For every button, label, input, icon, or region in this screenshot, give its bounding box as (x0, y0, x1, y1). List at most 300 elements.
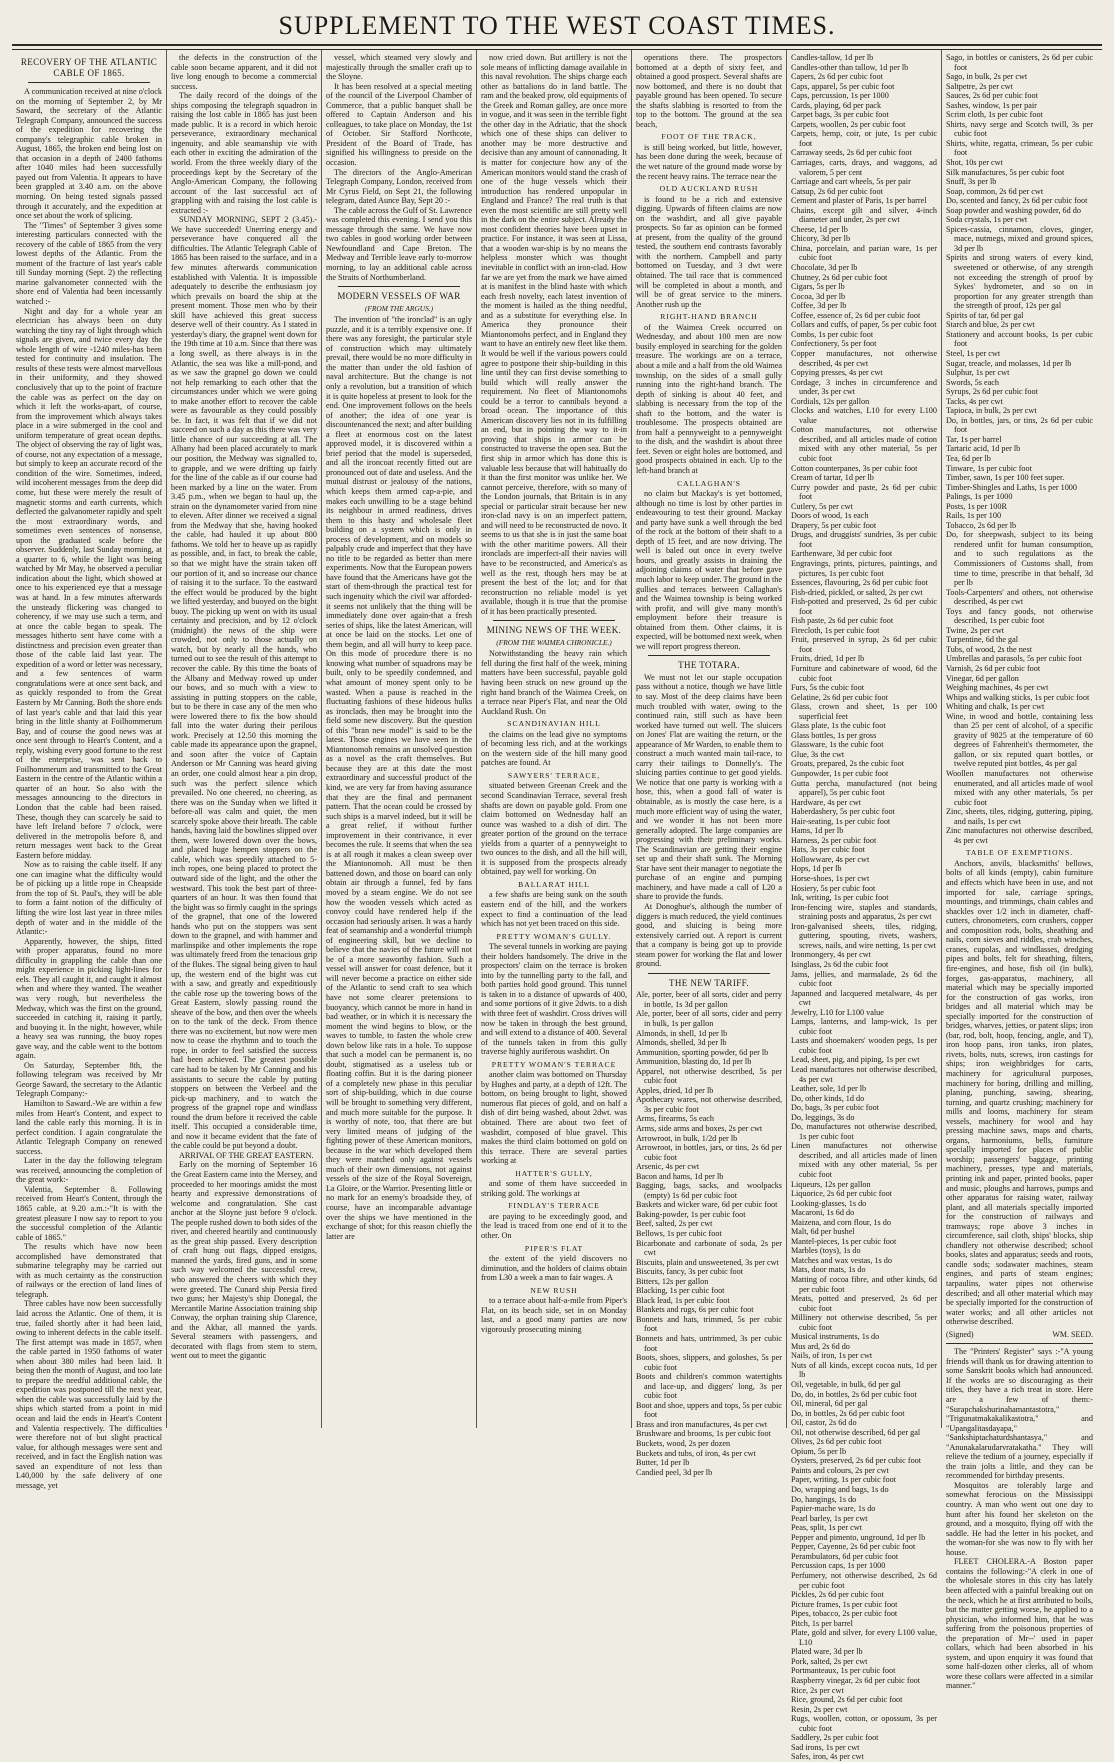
tariff-item: Saddlery, 2s per cubic foot (791, 1733, 879, 1743)
tariff-item: Combs, 1s per cubic foot (791, 329, 874, 339)
tariff-item: Cocoa, 3d per lb (791, 291, 846, 301)
article-paragraph: a few shafts are being sunk on the south eastern end of the hill, and the workers expect to find a continuation of the lead which has not yet been traced on this side. (481, 890, 627, 929)
tariff-item: Iron-fencing wire, staples and standards, straining posts and apparatus, 2s per cwt (791, 902, 937, 922)
tariff-item: Tubs, of wood, 2s the nest (946, 644, 1032, 654)
tariff-item: Lamps, lanterns, and lamp-wick, 1s per cubic foot (791, 1017, 937, 1036)
tariff-item: Lead, sheet, pig, and piping, 1s per cwt (791, 1055, 920, 1065)
tariff-item: Almonds, in shell, 1d per lb (636, 1028, 728, 1038)
subheading: PRETTY WOMAN'S GULLY. (496, 931, 612, 941)
tariff-item: Matches and wax vestas, 1s do (791, 1255, 892, 1265)
tariff-item: Sauces, 2s 6d per cubic foot (946, 91, 1038, 101)
tariff-item: Sugar, treacle, and molasses, 1d per lb (946, 358, 1072, 368)
tariff-item: Bagging, bags, sacks, and woolpacks (empty) 1s 6d per cubic foot (636, 1181, 782, 1200)
tariff-item: Palings, 1s per 1000 (946, 492, 1013, 502)
tariff-item: Perambulators, 6d per cubic foot (791, 1551, 899, 1561)
article-paragraph: Valentia, September 8. Following received from Heart's Content, through the 1865 cable, at 9.20 a.m.:-"It is with the greatest pleasure I now say to report to you the successful completion of the Atlantic cable of 1865." (16, 1184, 162, 1242)
tariff-item: Spices-cassia, cinnamon, cloves, ginger, mace, nutmegs, mixed and ground spices, 3d per lb (946, 224, 1093, 253)
tariff-item: Maizena, and corn flour, 1s do (791, 1217, 891, 1227)
tariff-item: Percussion caps, 1s per 1000 (791, 1561, 886, 1571)
tariff-item: Tapioca, in bulk, 2s per cwt (946, 406, 1037, 416)
tariff-item: Chocolate, 3d per lb (791, 263, 858, 273)
article-paragraph: to a terrace about half-a-mile from Piper's Flat, on its beach side, set in on Monday last, and a good many parties are now vigorously prosecuting mining (481, 1296, 627, 1334)
subheading: BALLARAT HILL (518, 879, 590, 889)
tariff-item: Fish-dried, pickled, or salted, 2s per cwt (791, 587, 923, 597)
tariff-item: Cigars, 5s per lb (791, 282, 845, 292)
tariff-item: Cotton counterpanes, 3s per cubic foot (791, 463, 918, 473)
tariff-item: Cream of tartar, 1d per lb (791, 473, 874, 483)
tariff-item: Saltpetre, 2s per cwt (946, 81, 1013, 91)
article-paragraph: At Donoghue's, although the number of diggers is much reduced, the yield continues good, and sluicing is being more extensively carried out. A report is current that a company is being got up to provide steam power for working the flat and lower ground. (636, 901, 782, 969)
tariff-item: Glue, 3s the cwt (791, 749, 845, 759)
tariff-item: Carriage and cart wheels, 5s per pair (791, 177, 911, 187)
tariff-item: Haberdashery, 5s per cubic foot (791, 807, 895, 817)
mining-article (481, 649, 627, 1334)
article-paragraph: ARRIVAL OF THE GREAT EASTERN. (179, 1150, 314, 1160)
exemptions-heading: TABLE OF EXEMPTIONS. (965, 848, 1074, 858)
subheading: FINDLAY'S TERRACE (508, 1201, 600, 1211)
subheading: SCANDINAVIAN HILL (507, 719, 601, 729)
subheading: CALLAGHAN'S (677, 478, 741, 488)
tariff-item: Spirits and strong waters of every kind, sweetened or otherwise, of any strength not exceeding the strength of proof by Sykes' hydrometer, and so on in proportion for any greater strength than the strength of proof, 12s per gal (946, 253, 1093, 311)
tariff-item: Apparel, not otherwise described, 5s per cubic foot (636, 1066, 782, 1086)
tariff-item: Musical instruments, 1s do (791, 1332, 880, 1342)
article-paragraph: The results which have now been accomplished have demonstrated that submarine telegraphy may be carried out with as much certainty as the construction of railways or the erection of land lines of telegraph. (16, 1242, 162, 1299)
tariff-item: Do, in bottles, 2s 6d per cubic foot (791, 1408, 905, 1418)
tariff-item: Oil, mineral, 6d per gal (791, 1399, 868, 1409)
tariff-item: Firecloth, 1s per cubic foot (791, 625, 880, 635)
tariff-item: Sago, in bulk, 2s per cwt (946, 72, 1028, 82)
cable-article (16, 87, 162, 1490)
tariff-item: Ale, porter, beer of all sorts, cider and perry in bottle, 1s 3d per gallon (636, 990, 782, 1009)
article-paragraph: another claim was bottomed on Thursday by Hughes and party, at a depth of 12ft. The bottom, on being brought to light, showed numerous flat pieces of gold, and on half a dish of dirt being washed, about 2dwt. was obtained. There are about two feet of washdirt, composed of blue gravel. This makes the third claim bottomed on gold on this terrace. There are several parties working at (481, 1070, 627, 1166)
tariff-item: Candied peel, 3d per lb (636, 1467, 713, 1477)
tariff-item: Gunpowder, 1s per cubic foot (791, 769, 889, 779)
article-paragraph: The cable across the Gulf of St. Lawrence was completed this evening. I send you this message through the same. We have now two cables in good working order between Newfoundland and Cape Breton. The Medway and Terrible leave early to-morrow morning, to lay an additional cable across the Straits of Northumberland. (326, 205, 472, 282)
article-paragraph: now cried down. But artillery is not the sole means of inflicting damage available in this naval revolution. The ships charge each other as battalions do in land battle. The ram and the beaked prow, old equipments of the Greek and Roman galley, are once more in vogue, and it was seen in the terrible fight the other day in the Adriatic, that the shock which one of these ships can deliver to another may be more destructive and decisive than any amount of cannonading. It is matter for conjecture how any of the American monitors would stand the crash of one of the huge vessels which their introduction has rendered unpopular in England and France? The real truth is that even the most scientific are still pretty well in the dark on the entire subject. Already the most confident theories have been upset in practice. For instance, it was seen at Lissa, that a wooden war-ship is by no means the helpless monster which was thought inevitable in conflict with an iron-clad. How far we are yet from the mark we have aimed at is manifest in the blind haste with which each fresh novelty, each latest invention of the moment is hailed as the thing needful, and as a substitute for everything else. In America they pronounce their Miantonomohs perfect, and in England they want to have an entirely new fleet like them. It would be well if the various powers could agree to postpone their ship-building in this line until they can first devise something to build which will really answer the requirement. No fleet of Miantonomohs could be a terror to cannibals beyond a broad ocean. The importance of this American discovery lies not in its fulfilling an end, but in pointing the way to it-in proving that ships in armor can be constructed to traverse the open sea. But the first ship in armor which has done this is valuable less because that will habitually do it than the first monitor was unlike her. We cannot perceive, therefore, with so many of the London journals, that Britain is in any special or particular strait because her new iron-clad navy is on an imperfect pattern, and will need to be reconstructed de novo. It seems to us that she is in just the same boat with the other maritime powers. All their ironclads are imperfect-all their navies will have to be reconstructed, and America's as well as the rest, though hers may be at present the best of the lot; and for that reconstruction no reliable model is yet available, though it is true that the promise of it has been practically presented. (481, 53, 627, 616)
tariff-item: Olives, 2s 6d per cubic foot (791, 1437, 882, 1447)
tariff-item: Matting of cocoa fibre, and other kinds, 6d per cubic foot (791, 1275, 937, 1294)
tariff-item: Varnish, 2s 6d per cubic foot (946, 664, 1041, 673)
tariff-item: Sad irons, 1s per cwt (791, 1742, 860, 1752)
tariff-item: Tobacco, 2s 6d per lb (946, 520, 1017, 530)
tariff-item: Buckets, wood, 2s per dozen (636, 1439, 731, 1449)
tariff-item: Furniture and cabinetware of wood, 6d the cubic foot (791, 664, 937, 683)
vessels-continued (481, 53, 627, 616)
tariff-item: Beef, salted, 2s per cwt (636, 1219, 713, 1229)
tariff-item: Rice, ground, 2s 6d per cubic foot (791, 1695, 903, 1705)
tariff-item: Engravings, prints, pictures, paintings, and pictures, 1s per cubic foot (791, 558, 937, 578)
tariff-item: Do, manufactures not otherwise described, 1s per cubic foot (791, 1122, 937, 1141)
cable-banquet-article (326, 53, 472, 282)
tariff-item: Plate, gold and silver, for every L100 value, L10 (791, 1628, 937, 1647)
tariff-item: Carriages, carts, drays, and waggons, ad valorem, 5 per cent (791, 158, 937, 177)
exemptions-text: Anchors, anvils, blacksmiths' bellows, bolts of all kinds (empty), cabin furniture and effects which have been in use, and not imported for sale, carriage springs, mountings, and trimmings, chain cables and shackles over 1/2 inch in diameter, chaff-cutters, chronometers, corn crushers, copper and composition rods, bolts, sheathing and nails, corn sieves and riddles, crab winches, cranes, cupolas, and windlasses, dredging pipes and bolts, felt for sheathing, filters, fire-engines, and hose, fish oil (in bulk), forges, gas-apparatus, machinery, all material which may be specially imported for the construction of gas works, iron bridges and all material which may be specially imported for the construction of bridges, wharves, jetties, or patent slips; iron (bar, rod, bolt, hoop, fencing, angle, and T), iron hoop pans, iron tanks, iron plates, rivets, bolts, nuts, screws, iron castings for ships; iron weighbridges for carts, machinery for agricultural purposes, machinery for boring, drilling and milling, planing, punching, sawing, shearing, turning, and quartz crushing; machinery for mills and looms, machinery for steam vessels, machinery for wool and hay pressing machine saws, maps and charts, organs, harmoniums, bells, furniture specially imported for places of public worship; passengers' baggage, printing machinery, presses, type and materials, printing ink and paper, printed books, paper and music, ploughs and harrows, pumps and other apparatus for raising water, railway plant, and all materials specially imported for the construction of railways and tramways; rope above 3 inches in circumference, sail cloth, ships' blocks, ship chandlery not otherwise described; school books, slates and apparatus; seeds and roots, candle sods; sodawater machines, steam engines, and parts of steam engines; tarpaulins, water pipes not otherwise described; and all other material which may be specially imported for the construction of water works; and all other articles not otherwise described. (946, 858, 1093, 1327)
tariff-item: Hats, 3s per cubic foot (791, 845, 865, 855)
tariff-item: Hair-seating, 1s per cubic foot (791, 816, 891, 826)
tariff-item: Blankets and rugs, 6s per cubic foot (636, 1305, 754, 1315)
tariff-item: Horse-shoes, 1s per cwt (791, 874, 870, 884)
tariff-item: Pitch, 1s per barrel (791, 1618, 853, 1628)
mining-source: (FROM THE WAIMEA CHRONICLE.) (496, 637, 612, 647)
tariff-item: Macaroni, 1s 6d do (791, 1208, 855, 1218)
tariff-item: Soap, common, 2s 6d per cwt (946, 186, 1044, 196)
article-paragraph: are paying to be exceedingly good, and the lead is traced from one end of it to the other. On (481, 1211, 627, 1241)
tariff-item: Glassware, 1s the cubic foot (791, 740, 884, 750)
tariff-item: Do, wrapping and bags, 1s do (791, 1485, 889, 1495)
tariff-item: Hosiery, 5s per cubic foot (791, 883, 876, 893)
tariff-item: Pork, salted, 2s per cwt (791, 1656, 868, 1666)
tariff-item: Pipes, tobacco, 2s per cubic foot (791, 1609, 898, 1619)
tariff-item: Papier-mache ware, 1s do (791, 1504, 876, 1514)
tariff-item: Carpets, woollen, 2s per cubic foot (791, 119, 906, 129)
tariff-item: Groats, prepared, 2s the cubic foot (791, 759, 904, 769)
tariff-item: Clocks and watches, L10 for every L100 value (791, 406, 937, 425)
tariff-item: Caps, apparel, 5s per cubic foot (791, 81, 895, 91)
article-paragraph: The daily record of the doings of the ships composing the telegraph squadron in raising the lost cable in 1865 has just been made public. It is a record in which heroic perseverance, extraordinary mechanical ingenuity, and able seamanship vie with each other in exciting the admiration of the world. From the three weekly diary of the proceedings kept by the Secretary of the Anglo-American Company, the following account of the last successful act of grappling with and raising the lost cable is extracted :- (171, 91, 317, 215)
tariff-item: Vinegar, 6d per gallon (946, 673, 1019, 683)
article-paragraph: the extent of the yield discovers no diminution, and the holders of claims obtain from L30 a week a man to fair wages. A (481, 1254, 627, 1283)
section-rule (493, 620, 615, 621)
tariff-item: Iron-galvanised sheets, tiles, ridging, guttering, spouting, rivets, washers, screws, nails, and wire netting, 1s per cwt (791, 921, 937, 950)
tariff-item: Hollowware, 4s per cwt (791, 854, 870, 864)
tariff-item: Rails, 1s per 100 (946, 511, 1002, 521)
tariff-item: Do, hangings, 1s do (791, 1494, 857, 1504)
article-paragraph: SUNDAY MORNING, SEPT 2 (3.45).-We have succeeded! Unerring energy and perseverance have conquered all the difficulties. The Atlantic Telegraph Cable of 1865 has been raised to the surface, and in a few minutes afterwards communication established with Valentia. It is impossible adequately to describe the enthusiasm joy which prevails on board the ship at the present moment. Those men who by their skill have achieved this great success deserve well of their country. As I stated in yesterday's diary, the grapnel went down for the 19th time at 10 a.m. Since that there was a long swell, as there always is in the Atlantic, the sea was like a mill-pond, and as we saw the grapnel go down we could not help remarking to each other that the circumstances under which we were going to make another effort to recover the cable were as favourable as they could possibly be. In fact, it was felt that if we did not succeed on such a day as this there was very little chance of our succeeding at all. The Albany had been placed accurately to mark our position, the Medway was signalled to, to grapple, and we were drifting up fairly for the line of the cable as if our course had been marked by a line on the water. From 3.45 p.m., when we began to haul up, the strain on the dynamometer varied from nine to eleven. After dinner we received a signal from the Medway that she, having hooked the cable, had hauled it up about 800 fathoms. We told her to heave up as rapidly as possible, and, in fact, to break the cable, so that we might have the strain taken off our portion of it, and so increase our chance of raising it to the surface. To the eastward the effect would be produced by the bight we lifted yesterday, and buoyed on the bight buoy. The picking up went on with its usual certainty and precision, and by 12 o'clock (midnight) the news of the ship were crowded, not only to those actually on watch, but by nearly all the hands, who turned out to see the result of this attempt to recover the cable. By this time the boats of the Albany and Medway rowed up under our bows, and so much with a view to assisting in putting stoppers on the cable, but to be there in case any of the men who were lowered there to fix the bow should fall into the water during their perilous work. Precisely at 12.50 this morning the cable made its appearance upon the grapnel, and soon after the voice of Captain Anderson or Mr Canning was heard giving an order, one could almost hear a pin drop, such was the perfect silence which prevailed. No one cheered, no cheering, as there was on the Sunday when we lifted it before-all was calm and quiet, the men scarcely spoke above their breath. The cable hands, having laid the bowlines slipped over them, were lowered down over the bows, and placed huge hempen stoppers on the cable, which was speedily attached to 5-inch ropes, one being placed to protect the outward side of the light, and the other the westward. This took the best part of three-quarters of an hour. It was then found that the bight was so firmly caught in the springs of the grapnel, that one of the lowered hands who put on the stoppers was sent down to the grapnel, and with hammer and marlinspike and other implements the rope was ultimately freed from the tenacious grip of the flukes. The signal being given to haul up, the western end of the bight was cut with a saw, and greatly and expeditiously the cable rose up the towering bows of the Great Eastern, slowly passing round the sheave of the bow, and then over the wheels on to the tank of the deck. From thence there was no excitement, but now were men now to cease the rhythmn and to touch the rope, in order to feel satisfied the success had been achieved. The greatest possible care had to be taken by Mr Canning and his assistants to secure the cable by putting stoppers on between the Verbeel and the pick-up machinery, and to watch the progress of the grapnel rope and windlass round the drum before it received the cable itself. This occupied a considerable time, and now it became evident that the fate of the cable could be put beyond a doubt. (171, 215, 317, 1151)
tariff-item: Do, bags, 3s per cubic foot (791, 1103, 879, 1113)
subheading: SAWYERS' TERRACE, (507, 770, 601, 780)
tariff-item: Carraway seeds, 2s 6d per cubic foot (791, 148, 912, 158)
tariff-item: Bonnets and hats, trimmed, 5s per cubic foot (636, 1314, 782, 1334)
mining-continued (636, 53, 782, 651)
signature-line (946, 1330, 1093, 1340)
tariff-item: Boot and shoe, uppers and tops, 5s per cubic foot (636, 1400, 782, 1420)
article-paragraph: no claim but Mackay's is yet bottomed, although no time is lost by other parties in endeavouring to test their ground. Mackay and party have sunk a well through the bed of the rock at the bottom of their shaft to a depth of 15 feet, and are now driving. The well is baled out once in every twelve hours, and greatly assists in draining the adjoining claims of water that before gave much labor to keep under. The ground in the gullies and terraces between Callaghan's and the Waimea township is being worked with profit, and will give many month's employment before their treasure is obtained from them. Other claims, it is expected, will be bottomed next week, when we will report progress thereon. (636, 489, 782, 651)
tariff-item: Weighing machines, 4s per cwt (946, 683, 1049, 693)
section-rule (338, 286, 460, 287)
tariff-item: Sago, in bottles or canisters, 2s 6d per cubic foot (946, 53, 1093, 72)
printers-register-paragraph: The "Printers' Register" says :-"A young friends will thank us for drawing attention to some Sanskrit books which had announced. If the works are so discouraging as their titles, they have a rich treat in store. Here are a few of them:-"Surapchakshurinahamantastotra," "Trigunatmakakalikastotra," and "Upangalitasdayapa," "Sankshiptachaturdshantasya," and "Anunakalarudarvratakatha." They will relieve the tedium of a journey, especially if the train jolts a little, and they can be recommended for birthday presents. (946, 1347, 1093, 1481)
tariff-item: Turpentine, 6d the gal (946, 635, 1019, 645)
tariff-item: Ammunition, sporting powder, 6d per lb (636, 1047, 769, 1057)
tariff-item: Twine, 2s per cwt (946, 625, 1005, 635)
tariff-item: Scrim cloth, 1s per cubic foot (946, 110, 1043, 120)
tariff-item: Cordage, 3 inches in circumference and under, 3s per cwt (791, 377, 937, 397)
vessels-source: (FROM THE ARGUS.) (364, 303, 434, 313)
tariff-item: Brushware and brooms, 1s per cubic foot (636, 1429, 771, 1439)
tariff-item: Jewelry, L10 for L100 value (791, 1007, 884, 1017)
tariff-item: Jams, jellies, and marmalade, 2s 6d the cubic foot (791, 969, 937, 989)
tariff-item: Toys and fancy goods, not otherwise described, 1s per cubic foot (946, 606, 1093, 626)
tariff-item: Fish-potted and preserved, 2s 6d per cubic foot (791, 597, 937, 616)
tariff-item: Picture frames, 1s per cubic foot (791, 1599, 898, 1609)
tariff-item: Chicory, 3d per lb (791, 234, 851, 244)
column-5 (632, 50, 787, 1477)
article-paragraph: A communication received at nine o'clock on the morning of September 2, by Mr Saward, the secretary of the Atlantic Telegraph Company, announced the success of the expedition for recovering the company's telegraphic cable broken in August, 1865, the broken end being lost on that occasion in a depth of 2400 fathoms after 1040 miles had been successfully payed out from Valentia. It appears to have been grappled at 3.40 a.m. on the above morning. On being tested signals passed through it accurately, and the expedition at once set about the work of splicing. (16, 87, 162, 221)
tariff-item: Soap powder and washing powder, 6d do (946, 205, 1081, 215)
tariff-item: Bacon and hams, 1d per lb (636, 1171, 724, 1181)
tariff-item: Boots, shoes, slippers, and goloshes, 5s per cubic foot (636, 1353, 782, 1372)
tariff-item: Hardware, 4s per cwt (791, 797, 862, 807)
tariff-item: Cordials, 12s per gallon (791, 396, 870, 406)
signed-name: WM. SEED. (1052, 1329, 1093, 1339)
tariff-item: Carpet bags, 3s per cubic foot (791, 110, 889, 120)
tariff-item: Oil, not otherwise described, 6d per gal (791, 1427, 921, 1437)
tariff-item: Glass bottles, 1s per gross (791, 730, 877, 740)
article-paragraph: the claims on the lead give no symptoms of becoming less rich, and at the workings on the western side of the hill many good patches are found. At (481, 729, 627, 768)
tariff-item: Brass and iron manufactures, 4s per cwt (636, 1419, 768, 1429)
tariff-item: Glass plate, 1s the cubic foot (791, 721, 886, 731)
tariff-item: Furs, 5s the cubic foot (791, 683, 864, 693)
column-7 (942, 50, 1097, 1691)
tariff-item: Leather, sole, 1d per lb (791, 1084, 867, 1094)
tariff-item: Meats, potted and preserved, 2s 6d per cubic foot (791, 1294, 937, 1313)
tariff-item: Ale, porter, beer of all sorts, cider and perry in bulk, 1s per gallon (636, 1009, 782, 1028)
tariff-item: Baking-powder, 1s per cubic foot (636, 1209, 746, 1219)
tariff-item: Timber, sawn, 1s per 100 feet super. (946, 473, 1065, 483)
vessels-heading: MODERN VESSELS OF WAR (337, 291, 461, 302)
tariff-list-end (946, 53, 1093, 845)
tariff-item: Black lead, 1s per cubic foot (636, 1295, 730, 1305)
tariff-item: Zinc manufactures not otherwise described, 4s per cwt (946, 826, 1093, 845)
tariff-item: Carpets, hemp, coir, or jute, 1s per cubic foot (791, 129, 937, 148)
tariff-item: Cutlery, 5s per cwt (791, 501, 853, 511)
tariff-item: Safes, iron, 4s per cwt (791, 1752, 864, 1762)
tariff-item: Steel, 1s per cwt (946, 348, 1001, 358)
tariff-item: Cards, playing, 6d per pack (791, 100, 882, 110)
tariff-item: Harness, 2s per cubic foot (791, 835, 877, 845)
tariff-item: Arrowroot, in bottles, jars, or tins, 2s 6d per cubic foot (636, 1143, 782, 1162)
tariff-item: Sashes, window, 1s per pair (946, 100, 1037, 110)
article-paragraph: The several tunnels in working are paying their holders handsomely. The drive in the prospectors' claim on the terrace is broken into by the tunnelling party to the fall, and both parties hold good ground. This tunnel is taken in to a distance of upwards of 400, and some portions of it give 2dwts. to a dish with three feet of washdirt. Cross drives will now be taken in through the best ground, and will extend to a distance of 400. Several of the tunnels taken in from this gully traverse highly auriferous washdirt. On (481, 942, 627, 1057)
tariff-item: Hops, 1d per lb (791, 864, 842, 874)
article-paragraph: vessel, which steamed very slowly and majestically through the smaller craft up to the Sloyne. (326, 53, 472, 82)
tariff-item: Paper, writing, 1s per cubic foot (791, 1475, 896, 1485)
tariff-item: Woollen manufactures not otherwise enumerated, and all articles made of wool mixed with any other materials, 5s per cubic foot (946, 769, 1093, 807)
tariff-item: Nails, of iron, 1s per cwt (791, 1351, 873, 1361)
tariff-item: Ink, writing, 1s per cubic foot (791, 893, 889, 903)
tariff-item: Liquorice, 2s 6d per cubic foot (791, 1189, 892, 1199)
tariff-item: Stationery and account books, 1s per cubic foot (946, 329, 1093, 349)
column-2 (167, 50, 322, 1428)
vessels-article (326, 315, 472, 1241)
article-paragraph: Night and day for a whole year an electrician has always been on duty watching the tiny ray of light through which signals are given, and twice every day the whole length of wire -1240 miles-has been tested for continuity and insulation. The results of these tests were almost marvellous in their uniformity, and they showed conclusively that up to the point of fracture the cable was as perfect on the day on which it left the works-apart, of course, from the improvement which always takes place in a wire submerged in the cool and uniform temperature of great ocean depths. The object of observing the ray of light was, of course, not any expectation of a message, but simply to keep an accurate record of the condition of the wire. Sometimes, indeed, wild incoherent messages from the deep did come, but these were merely the result of magnetic storms and earth currents, which deflected the galvanometer rapidly and spelt the most extraordinary words, and sometimes even sentences of nonsense, upon the graduated scale before the observer. Suddenly, last Sunday morning, at a quarter to 6, while the light was being watched by Mr May, he observed a peculiar indication about the light, which showed at once to his experienced eye that a message was at hand. In a few minutes afterwards the unsteady flickering was changed to coherency, if we may use such a term, and at once the cable began to speak. The messages hitherto sent have come with a distinctness and precision even greater than those of the cable laid last year. The expedition of a word or letter was necessary, and a few sentences of warm congratulations were at once sent back, and as quickly responded to from the Great Eastern by Mr Canning. Both the shore ends of last year's cable and that laid this year bring in the little shanty at Foilhommerum Bay, and of course the good news was at once sent through to Heart's Content, and a reply, wishing every good fortune to the rest of the enterprise, was sent back to Foilhommerum and transmitted to the Great Eastern in the centre of the Atlantic within a quarter of an hour. So also with the messages announcing to the directors in London that the cable had been raised. These, though they can scarcely be said to have left Ireland before 7 o'clock, were delivered in the metropolis before 8, and return messages went back to the Great Eastern before midday. (16, 306, 162, 860)
totara-heading: THE TOTARA. (678, 660, 740, 671)
tariff-item: Cement and plaster of Paris, 1s per barrel (791, 196, 927, 206)
masthead-title: SUPPLEMENT TO THE WEST COAST TIMES. (12, 10, 1102, 46)
subheading: OLD AUCKLAND RUSH (659, 184, 759, 194)
tariff-item: Tacks, 4s per cwt (946, 396, 1003, 406)
tariff-item: Portmanteaux, 1s per cubic foot (791, 1666, 896, 1676)
tariff-item: Shot, 10s per cwt (946, 158, 1003, 168)
tariff-item: Posts, 1s per 100R (946, 501, 1007, 511)
tariff-item: Oil, castor, 2s 6d do (791, 1418, 857, 1428)
tariff-item: Bellows, 1s per cubic foot (636, 1228, 722, 1238)
miscellany-section (946, 1343, 1093, 1691)
tariff-item: Looking-glasses, 1s do (791, 1198, 867, 1208)
tariff-item: Arms, side arms and boxes, 2s per cwt (636, 1123, 763, 1133)
tariff-item: Resin, 2s per cwt (791, 1704, 848, 1714)
tariff-item: Blacking, 1s per cubic foot (636, 1286, 725, 1296)
tariff-item: Essences, flavouring, 2s 6d per cubic foot (791, 578, 928, 588)
tariff-item: Whiting and chalk, 1s per cwt (946, 702, 1045, 712)
article-paragraph: Later in the day the following telegram was received, announcing the completion of the great work:- (16, 1156, 162, 1185)
tariff-item: Gelatine, 2s 6d per cubic foot (791, 692, 888, 702)
mosquito-paragraph: Mosquitos are tolerably large and somewhat ferocious on the Mississippi country. A man who went out one day to hunt after his found her skeleton on the ground, and a mosquito, flying off with the saddle. He had the letter in his pocket, and the woman-for she was now to fly with her house. (946, 1480, 1093, 1557)
subheading: RIGHT-HAND BRANCH (660, 312, 758, 322)
article-paragraph: Now as to raising the cable itself. If any one can imagine what the difficulty would be of picking up a little rope in Cheapside from the top of St. Paul's, they will be able to form a faint notion of the difficulty of lifting the wire lost last year in three miles depth of water and in the middle of the Atlantic:- (16, 860, 162, 937)
tariff-item: Drugs, and druggists' sundries, 3s per cubic foot (791, 530, 937, 549)
article-paragraph: Notwithstanding the heavy rain which fell during the first half of the week, mining matters have been successful, payable gold having been struck on new ground up the right hand branch of the Waimea Creek, on a terrace near Piper's Flat, and near the Old Auckland Rush. On (481, 649, 627, 716)
tariff-item: Curry powder and paste, 2s 6d per cubic foot (791, 482, 937, 502)
article-paragraph: We must not let our staple occupation pass without a notice, though we have little to say. Most of the deep claims have been much troubled with water, owing to the continued rain, still such as have been worked have turned out well. The sluicers on Jones' Flat are waiting the return, or the appearance of Mr Warden, to enable them to construct a much wanted main tail-race, to carry their tailings to Donnelly's. The sluicing parties continue to get good yields. We notice that one party is working with a hose, this, when a good fall of water is obtainable, as is mostly the case here, is a much more efficient way of using the water, and we wonder it has not been more generally adopted. The large companies are progressing with their preliminary works. The Scandinavian are getting their engine set up and their shaft sunk. The Morning Star have sent their manager to negotiate the purchase of an engine and pumping machinery, and have made a call of L20 a share to provide the funds. (636, 672, 782, 902)
tariff-item: Tartaric acid, 1d per lb (946, 444, 1021, 454)
tariff-item: Malt, 6d per bushel (791, 1227, 855, 1237)
tariff-item: Pepper, Cayenne, 2s 6d per cubic foot (791, 1542, 916, 1552)
article-paragraph: It has been resolved at a special meeting of the council of the Liverpool Chamber of Commerce, that a public banquet shall be offered to Captain Anderson and his colleagues, to take place on Monday, the 1st of October. Sir Stafford Northcote, President of the Board of Trade, has signified his willingness to preside on the occasion. (326, 81, 472, 168)
article-paragraph: of the Waimea Creek occurred on Wednesday, and about 100 men are now busily employed in searching for the golden treasure. The workings are on a terrace, about a mile and a half from the old Waimea township, on the sides of a small gully running into the right-hand branch. The depth of sinking is about 40 feet, and slabbing is necessary from the top of the shaft to the bottom, and the water is troublesome. The prospects obtained are from half a pennyweight to a pennyweight to the dish, and the washdirt is about three feet. Seven or eight holes are bottomed, and good prospects obtained in each. Up to the left-hand branch at (636, 322, 782, 475)
tariff-item: Caps, percussion, 1s per 1000 (791, 91, 889, 101)
tariff-item: Paints and colours, 2s per cwt (791, 1465, 889, 1475)
tariff-item: Candles-tallow, 1d per lb (791, 53, 874, 62)
column-4 (477, 50, 632, 1428)
tariff-item: Rice, 2s per cwt (791, 1685, 844, 1695)
tariff-item: Capers, 2s 6d per cubic foot (791, 72, 883, 82)
tariff-item: Do, scented and fancy, 2s 6d per cubic foot (946, 196, 1088, 206)
mining-heading: MINING NEWS OF THE WEEK. (486, 625, 622, 636)
tariff-item: Chains, except gilt and silver, 4-inch diameter and under, 2s per cwt (791, 205, 937, 225)
tariff-item: Japanned and lacquered metalware, 4s per cwt (791, 988, 937, 1008)
article-paragraph: The directors of the Anglo-American Telegraph Company, London, received from Mr Cyrus Field, on Sept 21, the following telegram, dated Aunce Bay, Sept 20 :- (326, 167, 472, 206)
tariff-item: Ironmongery, 4s per cwt (791, 950, 871, 960)
tariff-item: Marbles (toys), 1s do (791, 1246, 861, 1256)
tariff-item: Zinc, sheets, tiles, ridging, guttering, piping, and nails, 1s per cwt (946, 807, 1093, 826)
tariff-item: Perfumery, not otherwise described, 2s 6d per cubic foot (791, 1570, 937, 1590)
tariff-item: Syrups, 2s 6d per cubic foot (946, 387, 1038, 397)
tariff-item: Soda crystals, 1s per cwt (946, 215, 1028, 225)
heading-rule (28, 82, 150, 83)
tariff-item: Gutta percha, manufactured (not being apparel), 5s per cubic foot (791, 778, 937, 798)
tariff-item: Peas, split, 1s per cwt (791, 1523, 862, 1533)
article-paragraph: operations there. The prospectors bottomed at a depth of sixty feet, and obtained a good prospect. Several shafts are now bottomed, and there is no doubt that payable ground has been opened. To secure the shafts slabbing is resorted to from the top to the bottom. The ground at the sea beach, (636, 53, 782, 129)
column-1 (12, 50, 167, 1490)
tariff-item: Collars and cuffs, of paper, 5s per cubic foot (791, 320, 937, 330)
tariff-list-continued (791, 53, 937, 1762)
tariff-item: Do, for sheepwash, subject to its being rendered unfit for human consumption, and to such regulations as the Commissioners of Customs shall, from time to time, prescribe in that behalf, 3d per lb (946, 530, 1093, 588)
article-paragraph: Three cables have now been successfully laid across the Atlantic. One of them, it is true, failed shortly after it had been laid, owing to inherent defects in the cable itself. The first attempt was made in 1857, when the cable parted in 1950 fathoms of water when about 380 miles had been laid. It being then the month of August, and too late to prepare the needful additional cable, the expedition was postponed till the next year, when the cable was successfully laid by the ships which started from a point in mid ocean and laid the ends in Heart's Content and Valentia respectively. The difficulties were therefore not of but slight practical value, for although messages were sent and received, and in fact the English nation was saved an expenditure of not less than L40,000 by the safe delivery of one message, yet (16, 1299, 162, 1490)
article-paragraph: situated between Greenan Creek and the second Scandinavian Terrace, several fresh shafts are down on payable gold. From one claim bottomed on Wednesday half an ounce was washed to a dish of dirt. The greater portion of the ground on the terrace yields from a quarter of a pennyweight to two ounces to the dish, and all the hill will, it is supposed from the prospects already obtained, pay well for working. On (481, 781, 627, 877)
tariff-item: Shirts, navy serge and Scotch twill, 3s per cubic foot (946, 119, 1093, 139)
tariff-item: Lasts and shoemakers' wooden pegs, 1s per cubic foot (791, 1036, 937, 1055)
tariff-item: Millinery not otherwise described, 5s per cubic foot (791, 1313, 937, 1332)
tariff-item: Boots and children's common watertights and lace-up, and diggers' long, 3s per cubic foot (636, 1372, 782, 1401)
column-6 (787, 50, 942, 1762)
tariff-item: Liqueurs, 12s per gallon (791, 1179, 871, 1189)
tariff-item: Biscuits, plain and unsweetened, 3s per cwt (636, 1257, 779, 1267)
article-paragraph: The invention of "the ironclad" is an ugly puzzle, and it is a terribly expensive one. If there was any foresight, the particular style of construction which may ultimately prevail, there would be no more difficulty in the matter than under the old fashion of naval architecture. But the change is not only a revolution, but a transition of which it is quite hopeless at present to look for the end. One improvement follows on the heels of another; the idea of one year is discountenanced the next; and after building a fleet at enormous cost on the latest approved model, it is discovered within a brief period that the model is superseded, and all the ironcoat recently fitted out are pronounced out of date and useless. And the mutual distrust or jealousy of the nations, which keeps them armed cap-a-pie, and makes each unwilling to be a stage behind its neighbour in armed readiness, drives them to this hasty and wholesale fleet building on a system which is only in process of development, and on models so palpably crude and imperfect that they have no title to be regarded as better than mere experiments. Now that the European powers have found that the Americans have got the start of them-through the practical test for such ingenuity which the civil war afforded-it seems not unlikely that the thing will be immediately done over again-that a fresh series of ships, like the latest American, will at once be laid on the stocks. Let one of them begin, and all will hurry to keep pace. On this mode of procedure there is no knowing what number of squadrons may be built, only to be speedily condemned, and what amount of money spent only to be wasted. When a pause is reached in the fluctuating fashions of these hideous hulks as ironclads, then may be brought into the field some new discovery. But the question of this "bran new model" is said to be the latest. Those engines we have seen in the Miantonomoh remains an unsolved question as a novel as the craft themselves. But because they are at this date the most extraordinary and successful product of the kind, we are very far from having assurance that they are the final and permanent pattern. That the ocean could be crossed by such ships is a marvel indeed, but it will be a great relief, if without further improvement in their contrivance, it ever becomes the rule. It seems that when the sea is at all rough it makes a clean sweep over the Miantonomoh. All must be then battened down, and those on board can only obtain air through a funnel, fed by fans moved by a steam engine. We do not see how the wooden vessels which acted as convoy could have rendered help if the occasion had seriously arisen. It was a hardy feat of seamanship and a wonderful triumph of engineering skill, but we decline to believe that the navies of the future will not be of a more seaworthy fashion. Such a vessel will answer for coast defence, but it will never become a practice on either side of the Atlantic to send craft to sea which have not some clearer pretensions to buoyancy, which cannot be more in hand in bad weather, or in which it is necessary the moment the wind begins to blow, or the waves to tumble, to fasten the whole crew down below like rats in a hole. To suppose that such a model can be permanent is, no doubt, stigmatised as a useless tub or floating coffin. But it is the daring pioneer of a completely new phase in this peculiar sort of ship-building, which in due course will be brought to something very different, and much more suitable for the purpose. It is worthy of note, too, that there are but very limited means of judging of the fighting power of these American monitors, because in the war which developed them they were matched only against vessels much of their own dimensions, not against vessels of the size of the Royal Sovereign, La Gloire, or the Warrior. Presenting little or no mark for an enemy's broadside they, of course, have an incomparable advantage over the ships we have mentioned in the exchange of shot; for this reason chiefly the latter are (326, 315, 472, 1241)
tariff-item: Coffee, 3d per lb (791, 301, 847, 311)
cable-heading: RECOVERY OF THE ATLANTIC CABLE OF 1865. (20, 57, 158, 78)
tariff-item: Copying presses, 4s per cwt (791, 368, 883, 378)
tariff-item: Apothecary wares, not otherwise described, 3s per cubic foot (636, 1095, 782, 1114)
tariff-item: Arrowroot, in bulk, 1/2d per lb (636, 1133, 738, 1143)
cholera-paragraph: FLEET CHOLERA.-A Boston paper contains the following:-"A clerk in one of the wholesale stores in this city has lately been affected with a painful breaking out on the neck, which he at first attributed to boils, but the matter getting worse, he applied to a physician, who informed him, that he was suffering from the poisonous properties of the preparation of Mr--' used in paper collars, which had been absorbed in his system, and upon enquiry it was found that some half-dozen other clerks, all of whom wore these collars were affected in a similar manner." (946, 1557, 1093, 1691)
tariff-item: Do, other kinds, 1d do (791, 1093, 865, 1103)
article-paragraph: is still being worked, but little, however, has been done during the week, because of the wet nature of the ground made worse by the recent heavy rains. The terrace near the (636, 142, 782, 181)
tariff-item: Mus ard, 2s 6d do (791, 1341, 850, 1351)
tariff-item: Pickles, 2s 6d per cubic foot (791, 1590, 884, 1600)
tariff-item: Rugs, woollen, cotton, or opossum, 3s per cubic foot (791, 1714, 937, 1733)
article-paragraph: On Saturday, September 8th, the following telegram was received by Mr George Saward, the secretary to the Atlantic Telegraph Company:- (16, 1060, 162, 1099)
tariff-item: Tinware, 1s per cubic foot (946, 463, 1032, 473)
tariff-heading: THE NEW TARIFF. (669, 977, 749, 988)
tariff-item: Bonnets and hats, untrimmed, 3s per cubic foot (636, 1334, 782, 1353)
tariff-item: Nuts of all kinds, except cocoa nuts, 1d per lb (791, 1360, 937, 1380)
tariff-item: Earthenware, 3d per cubic foot (791, 549, 893, 559)
tariff-item: Confectionery, 5s per foot (791, 339, 877, 349)
tariff-item: Mantel-pieces, 1s per cubic foot (791, 1236, 897, 1246)
tariff-item: Tools-Carpenters' and others, not otherwise described, 4s per cwt (946, 587, 1093, 607)
tariff-item: Do, leggings, 3s do (791, 1112, 855, 1122)
tariff-item: Do, do, in bottles, 2s 6d per cubic foot (791, 1389, 917, 1399)
article-paragraph: and some of them have succeeded in striking gold. The workings at (481, 1179, 627, 1198)
tariff-item: Tar, 1s per barrel (946, 434, 1002, 444)
tariff-item: Buckets and tubs, of iron, 4s per cwt (636, 1448, 756, 1458)
tariff-item: Snuff, 3s per lb (946, 177, 997, 187)
tariff-item: Timber-Shingles and Laths, 1s per 1000 (946, 482, 1077, 492)
tariff-item: China, porcelain, and parian ware, 1s per cubic foot (791, 243, 937, 263)
tariff-item: Tea, 6d per lb (946, 453, 991, 463)
tariff-item: Linen manufactures not otherwise described, and all articles made of linen mixed with any other material, 5s per cubic foot (791, 1141, 937, 1179)
tariff-item: Oil, vegetable, in bulk, 6d per gal (791, 1380, 901, 1390)
tariff-item: Isinglass, 2s 6d the cubic foot (791, 959, 889, 969)
tariff-item: Fruits, dried, 1d per lb (791, 654, 865, 664)
tariff-item: Glass, crown and sheet, 1s per 100 superficial feet (791, 702, 937, 721)
tariff-list (636, 990, 782, 1477)
tariff-item: Oysters, preserved, 2s 6d per cubic foot (791, 1456, 922, 1466)
tariff-item: Baskets and wicker ware, 6d per cubic foot (636, 1200, 778, 1210)
tariff-item: Swords, 5s each (946, 377, 999, 387)
tariff-item: Pearl barley, 1s per cwt (791, 1513, 868, 1523)
article-paragraph: is found to be a rich and extensive digging. Upwards of fifteen claims are now on the washdirt, and all give payable prospects. So far as opinion can be formed at present, from the quality of the ground tested, the southern end contrasts favorably with the northern. Campbell and party bottomed on Tuesday, and 3 dwt were obtained. The tail race that is commenced will be completed in about a month, and will be of great service to the miners. Another rush up the (636, 194, 782, 309)
tariff-item: Doors of wood, 1s each (791, 511, 869, 521)
tariff-item: Copper manufactures, not otherwise described, 4s per cwt (791, 348, 937, 368)
column-3 (322, 50, 477, 1428)
tariff-item: Plated ware, 3d per lb (791, 1647, 863, 1657)
subheading: PIPER'S FLAT (524, 1243, 584, 1253)
tariff-item: Raspberry vinegar, 2s 6d per cubic foot (791, 1675, 921, 1685)
tariff-item: Almonds, shelled, 3d per lb (636, 1038, 727, 1048)
totara-article (636, 673, 782, 969)
tariff-item: Chutney, 2s 6d per cubic foot (791, 272, 888, 282)
tariff-item: Umbrellas and parasols, 5s per cubic foot (946, 654, 1082, 664)
article-paragraph: Hamilton to Saward.-We are within a few miles from Heart's Content, and expect to land the cable early this morning. It is in perfect condition. I again congratulate the Atlantic Telegraph Company on renewed success. (16, 1098, 162, 1156)
tariff-item: Ammunition, blasting do, 1d per lb (636, 1057, 752, 1067)
tariff-item: Pepper and pimento, unground, 1d per lb (791, 1532, 926, 1542)
article-paragraph: Early on the morning of September 16 the Great Eastern came into the Mersey, and proceeded to her moorings amidst the most hearty and expressive demonstrations of welcome and congratulation. She cast anchor at the Sloyne just before 9 o'clock. The people rushed down to both sides of the river, and cheered heartily and continuously as the great ship passed. Every description of craft hung out flags, dipped ensigns, manned the yards, fired guns, and in some such way welcomed the successful crew, who answered the cheers with which they were greeted. The Cunard ship Persia fired two guns; her Majesty's ship Donegal, the Mercantile Marine Association training ship Conway, the orphan training ship Clarence, and the Akbar, all manned the yards. Several steamers with passengers, and decorated with flags from stem to stern, went out to meet the gigantic (171, 1160, 317, 1361)
tariff-item: Fruit, preserved in syrup, 2s 6d per cubic foot (791, 635, 937, 654)
tariff-item: Biscuits, fancy, 3s per cubic foot (636, 1267, 744, 1277)
article-paragraph: The "Times" of September 3 gives some interesting particulars connected with the recovery of the cable of 1865 from the very lowest depths of the Atlantic. From the moment of the fracture of last year's cable till Sunday morning (Sept. 2) the reflecting marine galvanometer connected with the shore end of Valentia had been incessantly watched :- (16, 220, 162, 307)
column-container (12, 49, 1102, 1762)
tariff-item: Apples, dried, 1d per lb (636, 1085, 714, 1095)
tariff-item: Catsup, 2s 6d per cubic foot (791, 186, 883, 196)
tariff-item: Lead manufactures not otherwise described, 4s per cwt (791, 1064, 937, 1084)
tariff-item: Wine, in wood and bottle, containing less than 25 per cent of alcohol, of a specific gravity of 9825 at the temperature of 60 degrees of Fahrenheit's thermometer, the gallon, or six reputed quart bottles, or twelve reputed pint bottles, 4s per gal (946, 711, 1093, 769)
tariff-item: Butter, 1d per lb (636, 1458, 690, 1468)
article-paragraph: Apparently, however, the ships, fitted with proper apparatus, found no more difficulty in grappling the cable than one might experience in picking light-lines for eels. They all caught it, and caught it almost when and where they wanted. The weather was very rough, but nevertheless the Medway, which was the first on the ground, succeeded in catching it, raising it partly, and buoying it. In the night, however, while a heavy sea was running, the buoy ropes gave way, and the cable went to the bottom again. (16, 936, 162, 1061)
subheading: PRETTY WOMAN'S TERRACE (491, 1059, 617, 1069)
tariff-item: Mats, door mats, 1s do (791, 1265, 866, 1275)
